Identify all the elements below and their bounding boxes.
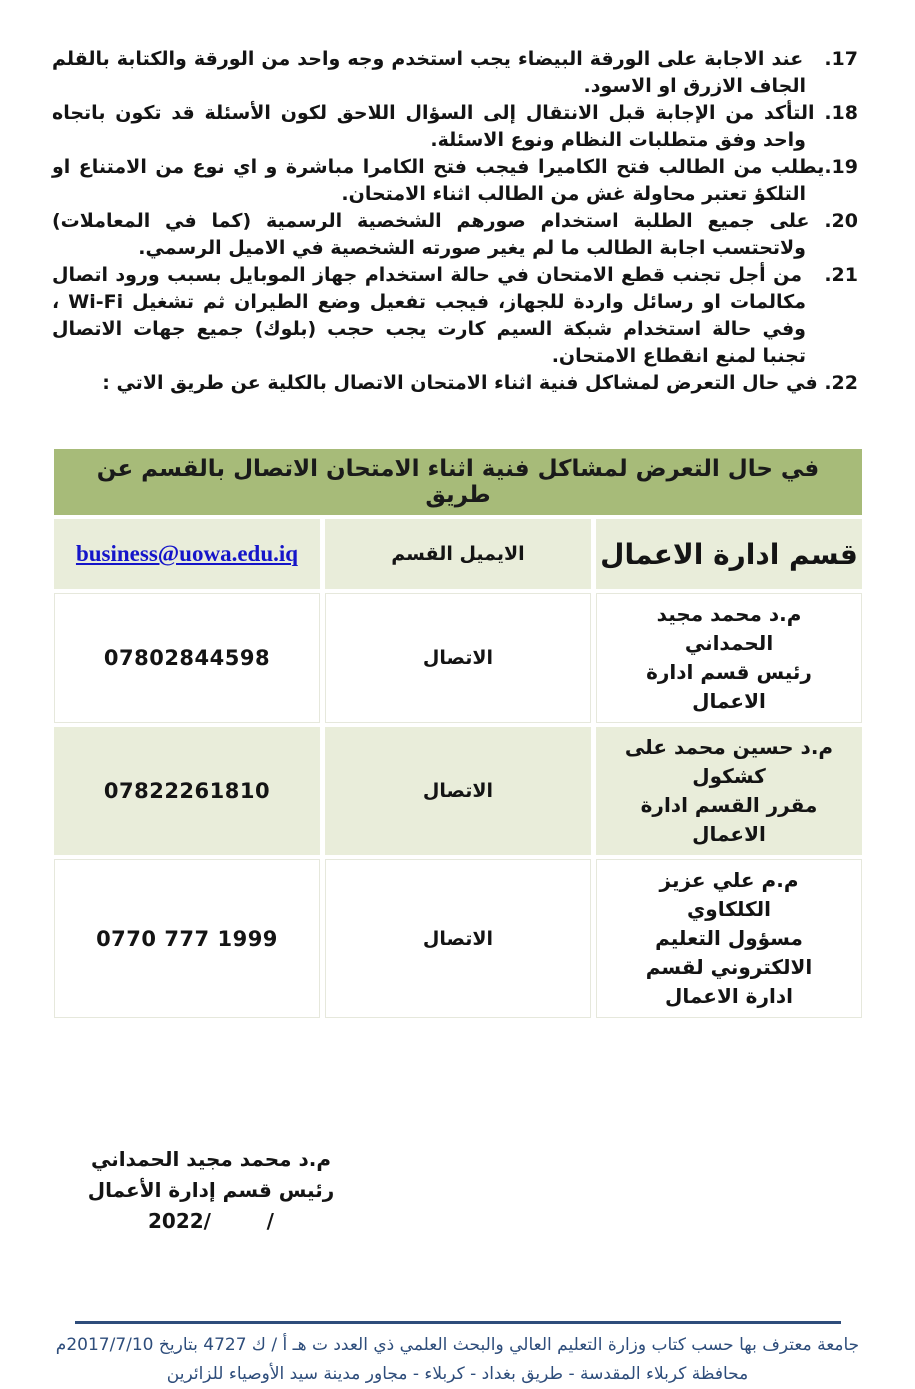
contact-name: م.د محمد مجيد الحمداني [656,602,802,655]
contact-role: مسؤول التعليم الالكتروني لقسم ادارة الاعمال [645,926,813,1008]
contact-name: م.د حسين محمد على كشكول [624,735,834,788]
contact-table-title: في حال التعرض لمشاكل فنية اثناء الامتحان الاتصال بالقسم عن طريق [54,449,862,515]
contact-action-label: الاتصال [325,859,591,1018]
contact-row [54,727,862,855]
instruction-item-17: 17. عند الاجابة على الورقة البيضاء يجب استخدم وجه واحد من الورقة والكتابة بالقلم الجاف الازرق او الاسود. [52,48,858,97]
contact-phone: 07802844598 [54,593,320,723]
page-footer [0,1321,915,1389]
signature-block [52,1144,370,1237]
contact-row [54,859,862,1018]
contact-person [596,593,862,723]
contact-phone: 0770 777 1999 [54,859,320,1018]
footer-divider [75,1321,841,1324]
exam-instructions-list [52,46,858,397]
contact-action-label: الاتصال [325,593,591,723]
footer-address-line: محافظة كربلاء المقدسة - طريق بغداد - كربلاء - مجاور مدينة سيد الأوصياء للزائرين [166,1364,749,1384]
contact-person [596,727,862,855]
contact-role: مقرر القسم ادارة الاعمال [640,793,818,846]
document-page [0,46,915,1384]
contact-row [54,593,862,723]
contact-table [49,445,867,1022]
department-email-link[interactable]: business@uowa.edu.iq [75,541,299,566]
contact-role: رئيس قسم ادارة الاعمال [646,660,812,713]
department-name: قسم ادارة الاعمال [596,519,862,589]
instruction-item-20: 20. على جميع الطلبة استخدام صورهم الشخصية الرسمية (كما في المعاملات) ولاتحتسب اجابة الطالب ما لم يغير صورته الشخصية في الاميل الرسمي. [52,210,858,259]
instruction-item-18: 18. التأكد من الإجابة قبل الانتقال إلى السؤال اللاحق لكون الأسئلة قد تكون باتجاه واحد وفق متطلبات النظام ونوع الاسئلة. [52,102,858,151]
instruction-item-22: 22. في حال التعرض لمشاكل فنية اثناء الامتحان الاتصال بالكلية عن طريق الاتي : [102,372,858,394]
signature-date: / /2022 [148,1209,274,1233]
instruction-item-21: 21. من أجل تجنب قطع الامتحان في حالة استخدام جهاز الموبايل بسبب ورود اتصال مكالمات او رسائل واردة للجهاز، فيجب تفعيل وضع الطيران ثم تشغيل Wi-Fi ، وفي حالة استخدام شبكة السيم كارت يجب حجب (بلوك) جميع جهات الاتصال تجنبا لمنع انقطاع الامتحان. [52,264,858,367]
department-email-label: الايميل القسم [325,519,591,589]
contact-action-label: الاتصال [325,727,591,855]
contact-person [596,859,862,1018]
signature-title: رئيس قسم إدارة الأعمال [87,1178,335,1202]
department-email-cell [54,519,320,589]
footer-accreditation-line: جامعة معترف بها حسب كتاب وزارة التعليم العالي والبحث العلمي ذي العدد ت هـ أ / ك 4727 بتاريخ 2017/7/10م [55,1335,860,1355]
contact-name: م.م علي عزيز الكلكاوي [659,868,799,921]
instruction-item-19: 19.يطلب من الطالب فتح الكاميرا فيجب فتح الكامرا مباشرة و اي نوع من الامتناع او التلكؤ تعتبر محاولة غش من الطالب اثناء الامتحان. [52,156,858,205]
signature-name: م.د محمد مجيد الحمداني [90,1147,332,1171]
contact-phone: 07822261810 [54,727,320,855]
